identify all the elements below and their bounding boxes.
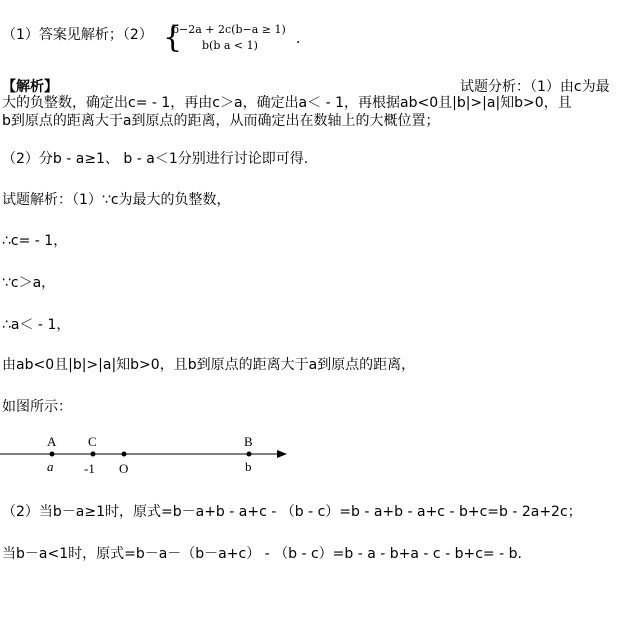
piecewise-case-1: b−2a + 2c(b−a ≥ 1) [172, 23, 286, 36]
analysis-line-2: 大的负整数，确定出c= - 1，再由c＞a，确定出a＜ - 1，再根据ab<0且|b|>|a|知b>0，且 [2, 95, 572, 111]
origin-dot [122, 452, 127, 457]
solution-line-3: ∵c＞a， [2, 275, 56, 291]
point-a-label: A [47, 434, 57, 449]
origin-label: O [119, 461, 129, 476]
part2-line-1: （2）当b－a≥1时，原式=b－a+b - a+c - （b - c）=b - a+b - a+c - b+c=b - 2a+2c； [2, 504, 582, 520]
point-c-dot [91, 452, 96, 457]
solution-line-6: 如图所示： [2, 399, 72, 415]
piecewise-case-2: b(b a < 1) [202, 39, 258, 52]
point-c-value: -1 [84, 461, 95, 476]
point-c-label: C [88, 434, 97, 449]
analysis-line-3: b到原点的距离大于a到原点的距离，从而确定出在数轴上的大概位置； [2, 113, 440, 129]
axis-arrow-icon [277, 450, 287, 458]
solution-line-4: ∴a＜ - 1， [2, 317, 71, 333]
point-a-value: a [47, 459, 54, 474]
part2-line-2: 当b－a<1时，原式=b－a－（b－a+c） - （b - c）=b - a - b+a - c - b+c= - b. [2, 546, 522, 562]
analysis-heading: 【解析】 [2, 79, 58, 95]
analysis-intro: 试题分析：（1）由c为最 [460, 79, 610, 95]
solution-line-5: 由ab<0且|b|>|a|知b>0，且b到原点的距离大于a到原点的距离， [2, 357, 416, 373]
point-b-value: b [245, 459, 252, 474]
number-line-figure [0, 432, 300, 482]
analysis-line-4: （2）分b - a≥1、 b - a＜1分别进行讨论即可得. [2, 151, 309, 167]
point-b-dot [247, 452, 252, 457]
solution-line-2: ∴c= - 1， [2, 233, 68, 249]
answer-label: （1）答案见解析；（2） [2, 27, 153, 43]
solution-line-1: 试题解析：（1）∵c为最大的负整数， [2, 192, 231, 208]
point-b-label: B [244, 434, 253, 449]
point-a-dot [50, 452, 55, 457]
answer-period: ． [296, 31, 310, 47]
left-brace: { [163, 20, 183, 55]
